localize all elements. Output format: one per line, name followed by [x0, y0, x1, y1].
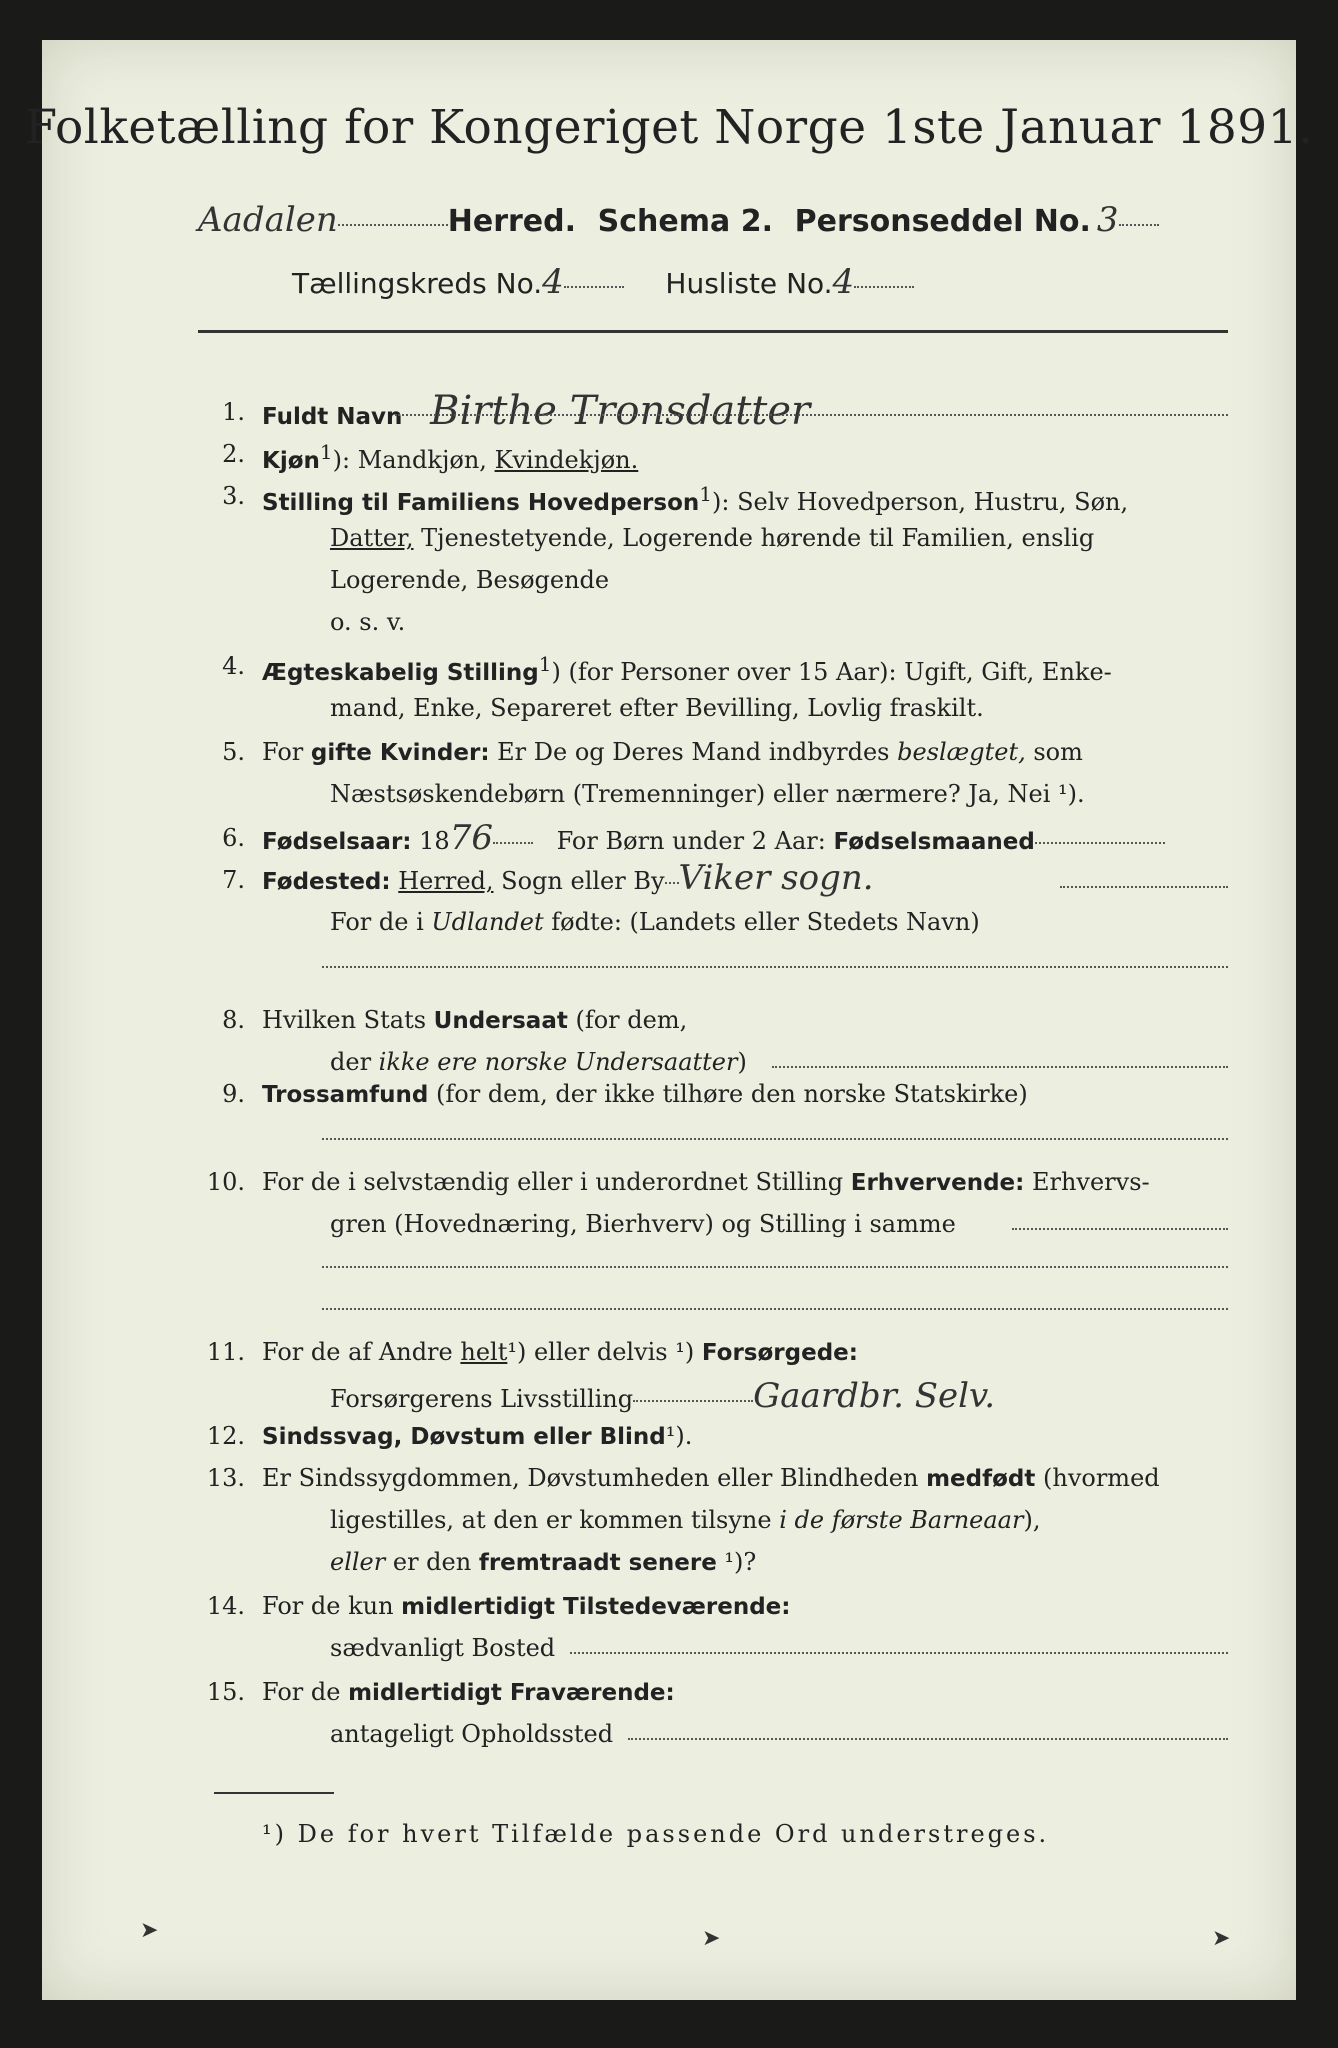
q15-prefix: For de: [262, 1678, 349, 1706]
q8-dotted-line: [772, 1066, 1228, 1068]
husliste-label: Husliste No.: [665, 267, 833, 300]
q7-options: Sogn eller By: [493, 867, 665, 895]
q5-line-1: [262, 738, 1083, 766]
q6-year-value: 76: [449, 818, 493, 858]
q12-line: [262, 1422, 692, 1450]
dotted-fill: [1119, 223, 1159, 226]
q14-dotted-line: [570, 1652, 1228, 1654]
q6-year-prefix: 18: [419, 827, 450, 855]
q11-line-1: [262, 1338, 858, 1366]
header-divider: [198, 330, 1228, 333]
q5-text-end: som: [1025, 738, 1083, 766]
q6-number: 6.: [222, 824, 245, 852]
dotted-fill: [633, 1399, 753, 1402]
footnote: ¹) De for hvert Tilfælde passende Ord understreges.: [262, 1820, 1050, 1848]
q5-number: 5.: [222, 738, 245, 766]
dotted-fill: [854, 285, 914, 288]
q15-label: midlertidigt Fraværende:: [348, 1680, 675, 1706]
q10-dotted-line: [1012, 1228, 1228, 1230]
q11-label: Forsørgede:: [701, 1340, 858, 1366]
taellingskreds-value: 4: [542, 262, 564, 302]
q11-text: ¹) eller delvis ¹): [507, 1338, 702, 1366]
q7-text-end: fødte: (Landets eller Stedets Navn): [543, 908, 980, 936]
q14-prefix: For de kun: [262, 1592, 402, 1620]
q2-number: 2.: [222, 440, 245, 468]
q14-number: 14.: [206, 1592, 245, 1620]
q8-italic: ikke ere norske Undersaatter: [378, 1048, 738, 1076]
q11-number: 11.: [206, 1338, 245, 1366]
dotted-fill: [665, 881, 679, 884]
q8-number: 8.: [222, 1006, 245, 1034]
q4-number: 4.: [222, 652, 245, 680]
q15-dotted-line: [628, 1738, 1228, 1740]
q13-prefix: Er Sindssygdommen, Døvstumheden eller Blindheden: [262, 1464, 927, 1492]
q11-selected-option: helt: [460, 1338, 508, 1366]
q1-value: Birthe Tronsdatter: [430, 388, 811, 434]
q1-dotted-line: [395, 414, 1228, 416]
dotted-fill: [493, 841, 533, 844]
personseddel-value: 3: [1096, 200, 1119, 240]
q3-line-2: [330, 524, 1094, 552]
q7-value: Viker sogn.: [678, 858, 874, 898]
q9-label: Trossamfund: [262, 1082, 429, 1108]
q13-line-1: [262, 1464, 1160, 1492]
q14-label: midlertidigt Tilstedeværende:: [401, 1594, 791, 1620]
q13-line-3: [330, 1548, 756, 1576]
footnote-ref: 1: [538, 652, 552, 676]
q14-line-2: sædvanligt Bosted: [330, 1634, 556, 1662]
q7-text: For de i: [330, 908, 432, 936]
q1-number: 1.: [222, 398, 245, 426]
q4-line-1: [262, 652, 1112, 686]
q3-line-3: Logerende, Besøgende: [330, 566, 610, 594]
q7-italic: Udlandet: [431, 908, 544, 936]
q3-number: 3.: [222, 482, 245, 510]
q13-number: 13.: [206, 1464, 245, 1492]
q11-prefix: For de af Andre: [262, 1338, 461, 1366]
q5-line-2: Næstsøskendebørn (Tremenninger) eller nærmere? Ja, Nei ¹).: [330, 780, 1085, 808]
header-line-2: [292, 262, 914, 302]
q7-dotted-line: [1060, 886, 1228, 888]
registration-mark: ➤: [702, 1926, 721, 1951]
q6-label: Fødselsaar:: [262, 829, 412, 855]
q10-label: Erhvervende:: [850, 1170, 1025, 1196]
q6-line: [262, 818, 1165, 858]
q7-label: Fødested:: [262, 869, 391, 895]
dotted-fill: [338, 223, 448, 226]
q13-text-3-end: ¹)?: [716, 1548, 757, 1576]
q3-label: Stilling til Familiens Hovedperson: [262, 490, 700, 516]
footnote-ref: 1: [699, 482, 712, 506]
q3-line-1: [262, 482, 1128, 516]
q13-italic: i de første Barneaar: [779, 1506, 1024, 1534]
q9-line: [262, 1080, 1028, 1108]
q10-text: Erhvervs-: [1024, 1168, 1150, 1196]
schema-label: Schema 2.: [597, 204, 773, 239]
q4-label: Ægteskabelig Stilling: [262, 660, 539, 686]
q11-text-2: Forsørgerens Livsstilling: [330, 1385, 634, 1413]
taellingskreds-label: Tællingskreds No.: [292, 267, 543, 300]
q8-prefix: Hvilken Stats: [262, 1006, 434, 1034]
q2-label: Kjøn: [262, 448, 320, 474]
q8-line-2: [330, 1048, 747, 1076]
q7-answer-line: [322, 966, 1228, 968]
q1-line: [262, 388, 810, 434]
dotted-fill: [1035, 841, 1165, 844]
q15-line-2: antageligt Opholdssted: [330, 1720, 614, 1748]
footnote-divider: [214, 1792, 334, 1794]
q2-line: [262, 440, 638, 474]
q3-options: ): Selv Hovedperson, Hustru, Søn,: [712, 488, 1129, 516]
q7-line-2: [330, 908, 980, 936]
q9-number: 9.: [222, 1080, 245, 1108]
personseddel-label: Personseddel No.: [794, 204, 1091, 239]
q7-selected-option: Herred,: [398, 867, 494, 895]
q1-label: Fuldt Navn: [262, 404, 403, 430]
registration-mark: ➤: [1212, 1926, 1231, 1951]
herred-label: Herred.: [447, 204, 577, 239]
q13-text-2-end: ),: [1023, 1506, 1041, 1534]
q5-prefix: For: [262, 738, 311, 766]
q15-line-1: [262, 1678, 675, 1706]
q12-number: 12.: [206, 1422, 245, 1450]
q10-prefix: For de i selvstændig eller i underordnet Stilling: [262, 1168, 851, 1196]
herred-value: Aadalen: [198, 200, 338, 240]
q8-text: (for dem,: [567, 1006, 688, 1034]
q5-text: Er De og Deres Mand indbyrdes: [489, 738, 898, 766]
q4-line-2: mand, Enke, Separeret efter Bevilling, Lovlig fraskilt.: [330, 694, 984, 722]
footnote-ref: 1: [319, 440, 333, 464]
q8-line-1: [262, 1006, 687, 1034]
q5-italic: beslægtet,: [897, 738, 1026, 766]
q7-number: 7.: [222, 866, 245, 894]
q10-answer-line-1: [322, 1266, 1228, 1268]
q13-label: medfødt: [926, 1466, 1036, 1492]
q13-text-3: er den: [385, 1548, 479, 1576]
q10-answer-line-2: [322, 1308, 1228, 1310]
q14-line-1: [262, 1592, 790, 1620]
form-title: Folketælling for Kongeriget Norge 1ste Januar 1891.: [24, 100, 1314, 155]
q15-number: 15.: [206, 1678, 245, 1706]
q3-line-4: o. s. v.: [330, 608, 406, 636]
q6-text: For Børn under 2 Aar:: [556, 827, 834, 855]
q13-label-2: fremtraadt senere: [478, 1550, 717, 1576]
husliste-value: 4: [832, 262, 855, 302]
q3-options-2: Tjenestetyende, Logerende hørende til Familien, enslig: [413, 524, 1095, 552]
q6-label-2: Fødselsmaaned: [833, 829, 1035, 855]
q2-selected-option: Kvindekjøn.: [494, 446, 639, 474]
dotted-fill: [564, 285, 624, 288]
q9-answer-line: [322, 1138, 1228, 1140]
q13-line-2: [330, 1506, 1040, 1534]
header-line-1: [198, 200, 1159, 240]
q13-text-2: ligestilles, at den er kommen tilsyne: [330, 1506, 780, 1534]
q11-value: Gaardbr. Selv.: [753, 1376, 996, 1416]
q9-text: (for dem, der ikke tilhøre den norske Statskirke): [428, 1080, 1028, 1108]
q13-italic-2: eller: [330, 1548, 386, 1576]
q10-line-2: gren (Hovednæring, Bierhverv) og Stilling i samme: [330, 1210, 956, 1238]
q4-options: ) (for Personer over 15 Aar): Ugift, Gift, Enke-: [551, 658, 1112, 686]
q11-line-2: [330, 1376, 995, 1416]
q7-line-1: [262, 858, 874, 898]
q10-number: 10.: [206, 1168, 245, 1196]
q8-label: Undersaat: [433, 1008, 568, 1034]
q10-line-1: [262, 1168, 1150, 1196]
registration-mark: ➤: [140, 1918, 159, 1943]
q3-selected-option: Datter,: [330, 524, 414, 552]
q5-label: gifte Kvinder:: [310, 740, 490, 766]
q12-text: ¹).: [665, 1422, 693, 1450]
q12-label: Sindssvag, Døvstum eller Blind: [262, 1424, 666, 1450]
q8-text-2: der: [330, 1048, 379, 1076]
q13-text: (hvormed: [1035, 1464, 1160, 1492]
q2-options: ): Mandkjøn,: [332, 446, 495, 474]
q8-text-end: ): [737, 1048, 747, 1076]
